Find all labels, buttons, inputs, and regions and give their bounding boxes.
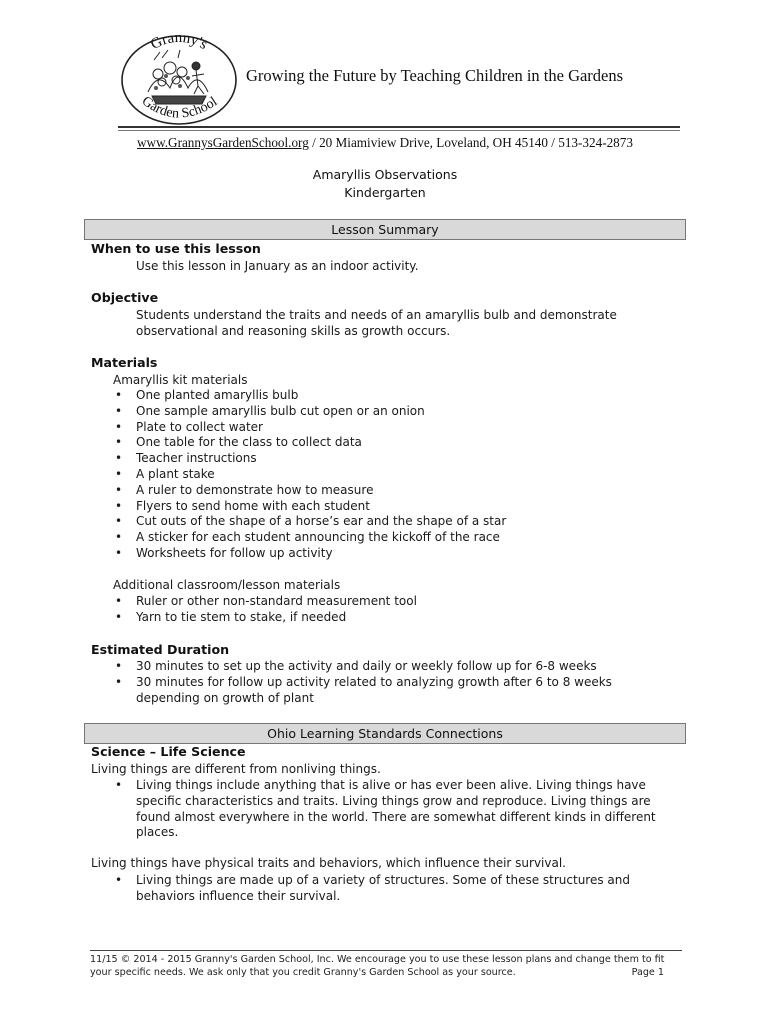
website-link[interactable]: www.GrannysGardenSchool.org — [137, 135, 309, 150]
kit-label: Amaryllis kit materials — [113, 373, 248, 387]
materials-heading: Materials — [91, 355, 158, 370]
topic2-line: • Living things are made up of a variety of structures. Some of these structures and — [136, 873, 631, 887]
list-item: • A sticker for each student announcing the kickoff of the race — [113, 530, 506, 546]
objective-text-line1: Students understand the traits and needs of an amaryllis bulb and demonstrate — [136, 308, 617, 322]
when-heading: When to use this lesson — [91, 241, 261, 256]
list-item: • Yarn to tie stem to stake, if needed — [113, 610, 417, 626]
topic1-line: specific characteristics and traits. Living things grow and reproduce. Living things are — [136, 793, 651, 808]
address-text: / 20 Miamiview Drive, Loveland, OH 45140 / 513-324-2873 — [308, 135, 633, 150]
page-header — [118, 28, 678, 128]
topic1-text: Living things are different from nonliving things. — [91, 762, 381, 776]
topic1-line: • Living things include anything that is alive or has ever been alive. Living things have — [136, 778, 646, 792]
science-heading: Science – Life Science — [91, 744, 246, 759]
topic2-line: behaviors influence their survival. — [136, 888, 341, 903]
page-footer — [90, 953, 682, 979]
lesson-summary-bar: Lesson Summary — [84, 219, 686, 240]
kit-list — [113, 388, 506, 562]
additional-label: Additional classroom/lesson materials — [113, 578, 341, 592]
list-item: • One planted amaryllis bulb — [113, 388, 506, 404]
lesson-title: Amaryllis Observations — [312, 167, 458, 182]
svg-text:Granny's: Granny's — [148, 30, 210, 54]
footer-line2: your specific needs. We ask only that you credit Granny's Garden School as your source. — [90, 967, 516, 978]
list-item: • Ruler or other non-standard measurement tool — [113, 594, 417, 610]
grannys-garden-school-logo — [118, 30, 240, 128]
contact-line — [0, 135, 770, 151]
duration-item2-line1: • 30 minutes for follow up activity related to analyzing growth after 6 to 8 weeks — [136, 674, 612, 689]
topic1-list — [113, 778, 656, 841]
topic2-list — [113, 873, 630, 905]
list-item — [113, 778, 656, 841]
list-item: • Teacher instructions — [113, 451, 506, 467]
additional-list — [113, 594, 417, 626]
page-number: Page 1 — [631, 967, 664, 978]
objective-text-line2: observational and reasoning skills as growth occurs. — [136, 324, 451, 338]
list-item: • A plant stake — [113, 467, 506, 483]
svg-text:Garden School: Garden School — [138, 93, 221, 122]
grade-level: Kindergarten — [344, 185, 426, 200]
footer-line1: 11/15 © 2014 - 2015 Granny's Garden School, Inc. We encourage you to use these lesson plans and change them to fit — [90, 954, 665, 965]
topic2-text: Living things have physical traits and behaviors, which influence their survival. — [91, 856, 566, 870]
header-rule — [118, 126, 680, 128]
tagline: Growing the Future by Teaching Children in the Gardens — [246, 66, 624, 85]
list-item: • Plate to collect water — [113, 420, 506, 436]
list-item: • Worksheets for follow up activity — [113, 546, 506, 562]
list-item: • 30 minutes to set up the activity and daily or weekly follow up for 6-8 weeks — [113, 659, 612, 675]
list-item: • Flyers to send home with each student — [113, 499, 506, 515]
header-rule-thin — [118, 130, 680, 131]
footer-rule — [90, 950, 682, 951]
topic1-line: found almost everywhere in the world. There are somewhat different kinds in different — [136, 809, 656, 824]
duration-list — [113, 659, 612, 706]
topic1-line: places. — [136, 825, 179, 840]
duration-heading: Estimated Duration — [91, 642, 230, 657]
objective-heading: Objective — [91, 290, 159, 305]
list-item: • A ruler to demonstrate how to measure — [113, 483, 506, 499]
list-item: • One sample amaryllis bulb cut open or an onion — [113, 404, 506, 420]
list-item — [113, 873, 630, 905]
when-text: Use this lesson in January as an indoor activity. — [136, 259, 419, 273]
list-item: • Cut outs of the shape of a horse’s ear and the shape of a star — [113, 514, 506, 530]
list-item: • One table for the class to collect data — [113, 435, 506, 451]
standards-bar: Ohio Learning Standards Connections — [84, 723, 686, 744]
duration-item2-line2: depending on growth of plant — [136, 690, 314, 705]
list-item — [113, 675, 612, 707]
